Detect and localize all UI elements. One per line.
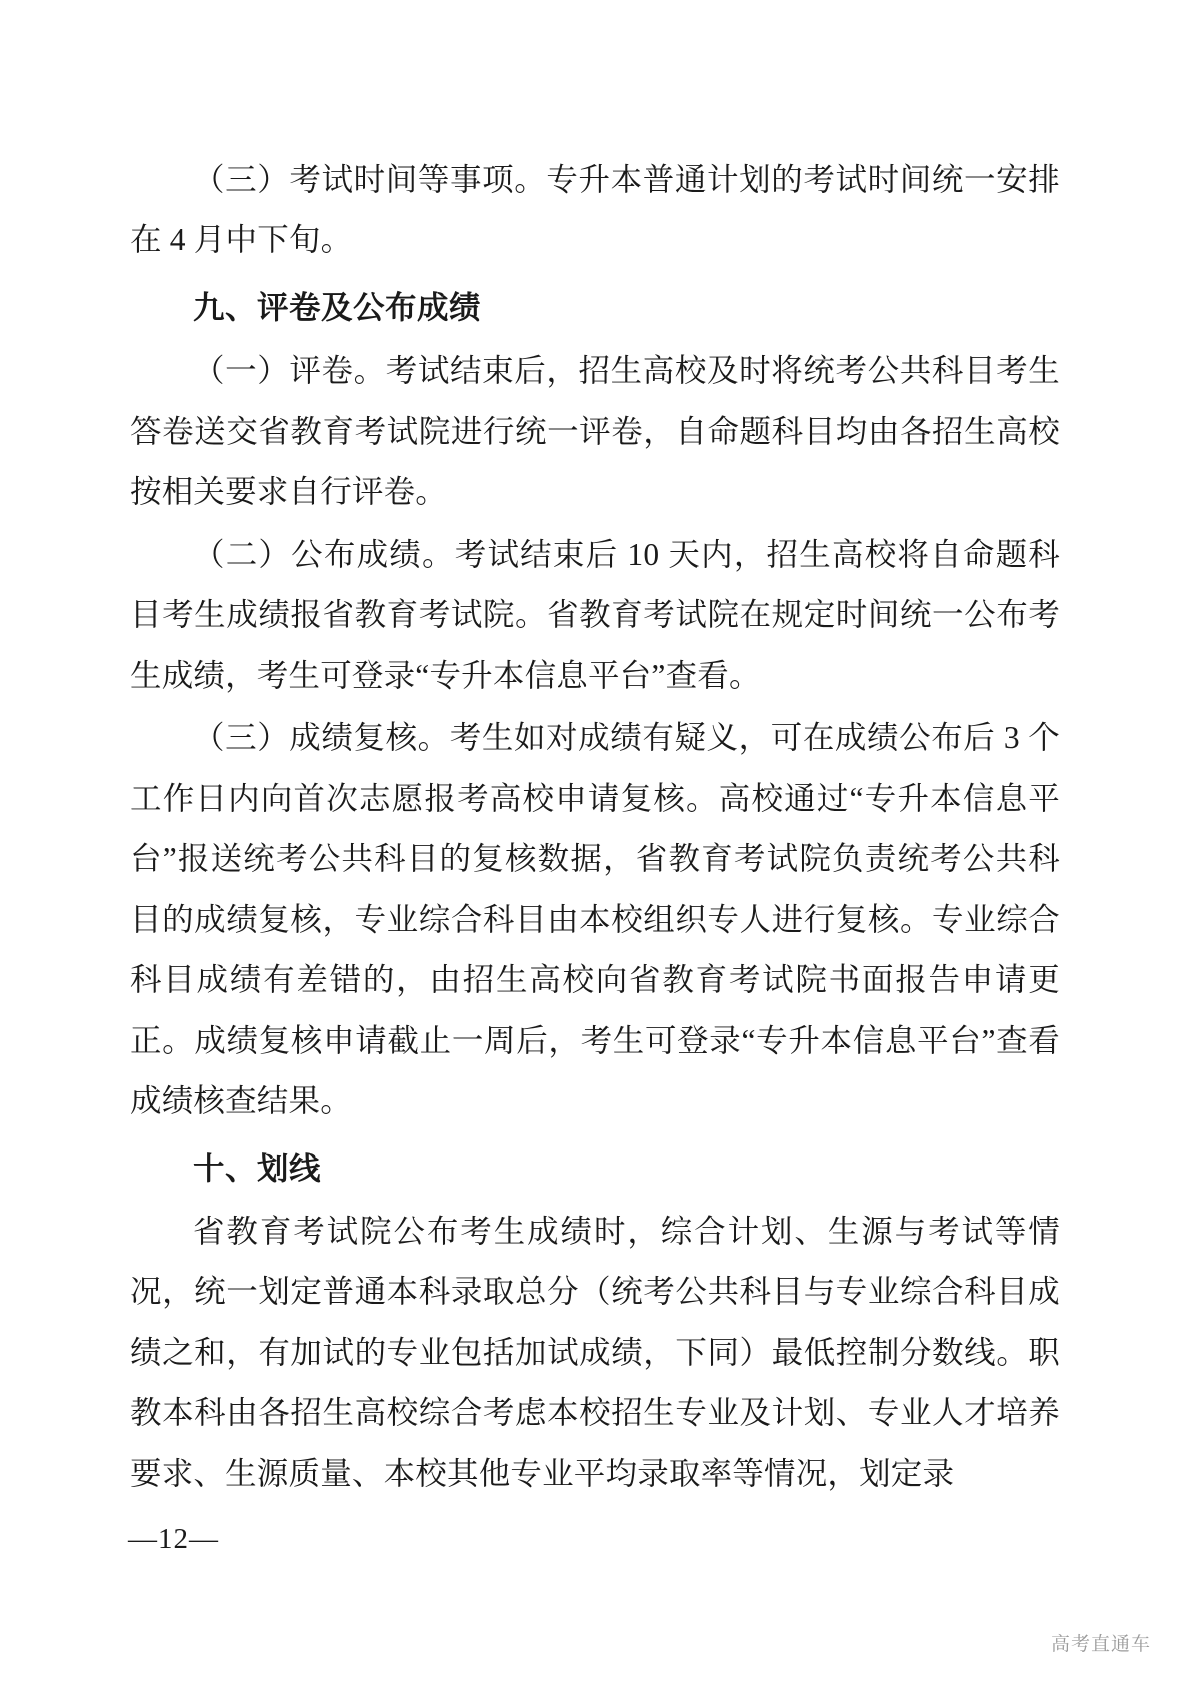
heading-section-ten: 十、划线 [193, 1149, 322, 1186]
paragraph-score-review: （三）成绩复核。考生如对成绩有疑义，可在成绩公布后 3 个工作日内向首次志愿报考高校申请复核。高校通过“专升本信息平台”报送统考公共科目的复核数据，省教育考试院负责统考公共科目的成绩复核，专业综合科目由本校组织专人进行复核。专业综合科目成绩有差错的，由招生高校向省教育考试院书面报告申请更正。成绩复核申请截止一周后，考生可登录“专升本信息平台”查看成绩核查结果。 [130, 720, 1060, 1119]
heading-section-nine: 九、评卷及公布成绩 [193, 288, 482, 325]
paragraph-score-line: 省教育考试院公布考生成绩时，综合计划、生源与考试等情况，统一划定普通本科录取总分（统考公共科目与专业综合科目成绩之和，有加试的专业包括加试成绩，下同）最低控制分数线。职教本科由各招生高校综合考虑本校招生专业及计划、专业人才培养要求、生源质量、本校其他专业平均录取率等情况，划定录 [130, 1213, 1060, 1491]
paragraph-exam-time: （三）考试时间等事项。专升本普通计划的考试时间统一安排在 4 月中下旬。 [130, 162, 1060, 258]
page-number: —12— [128, 1523, 219, 1555]
paragraph-marking: （一）评卷。考试结束后，招生高校及时将统考公共科目考生答卷送交省教育考试院进行统一评卷，自命题科目均由各招生高校按相关要求自行评卷。 [130, 353, 1060, 510]
paragraph-publish-scores: （二）公布成绩。考试结束后 10 天内，招生高校将自命题科目考生成绩报省教育考试院。省教育考试院在规定时间统一公布考生成绩，考生可登录“专升本信息平台”查看。 [130, 536, 1060, 693]
watermark-label: 高考直通车 [1050, 1634, 1151, 1655]
document-body [130, 150, 1060, 1506]
